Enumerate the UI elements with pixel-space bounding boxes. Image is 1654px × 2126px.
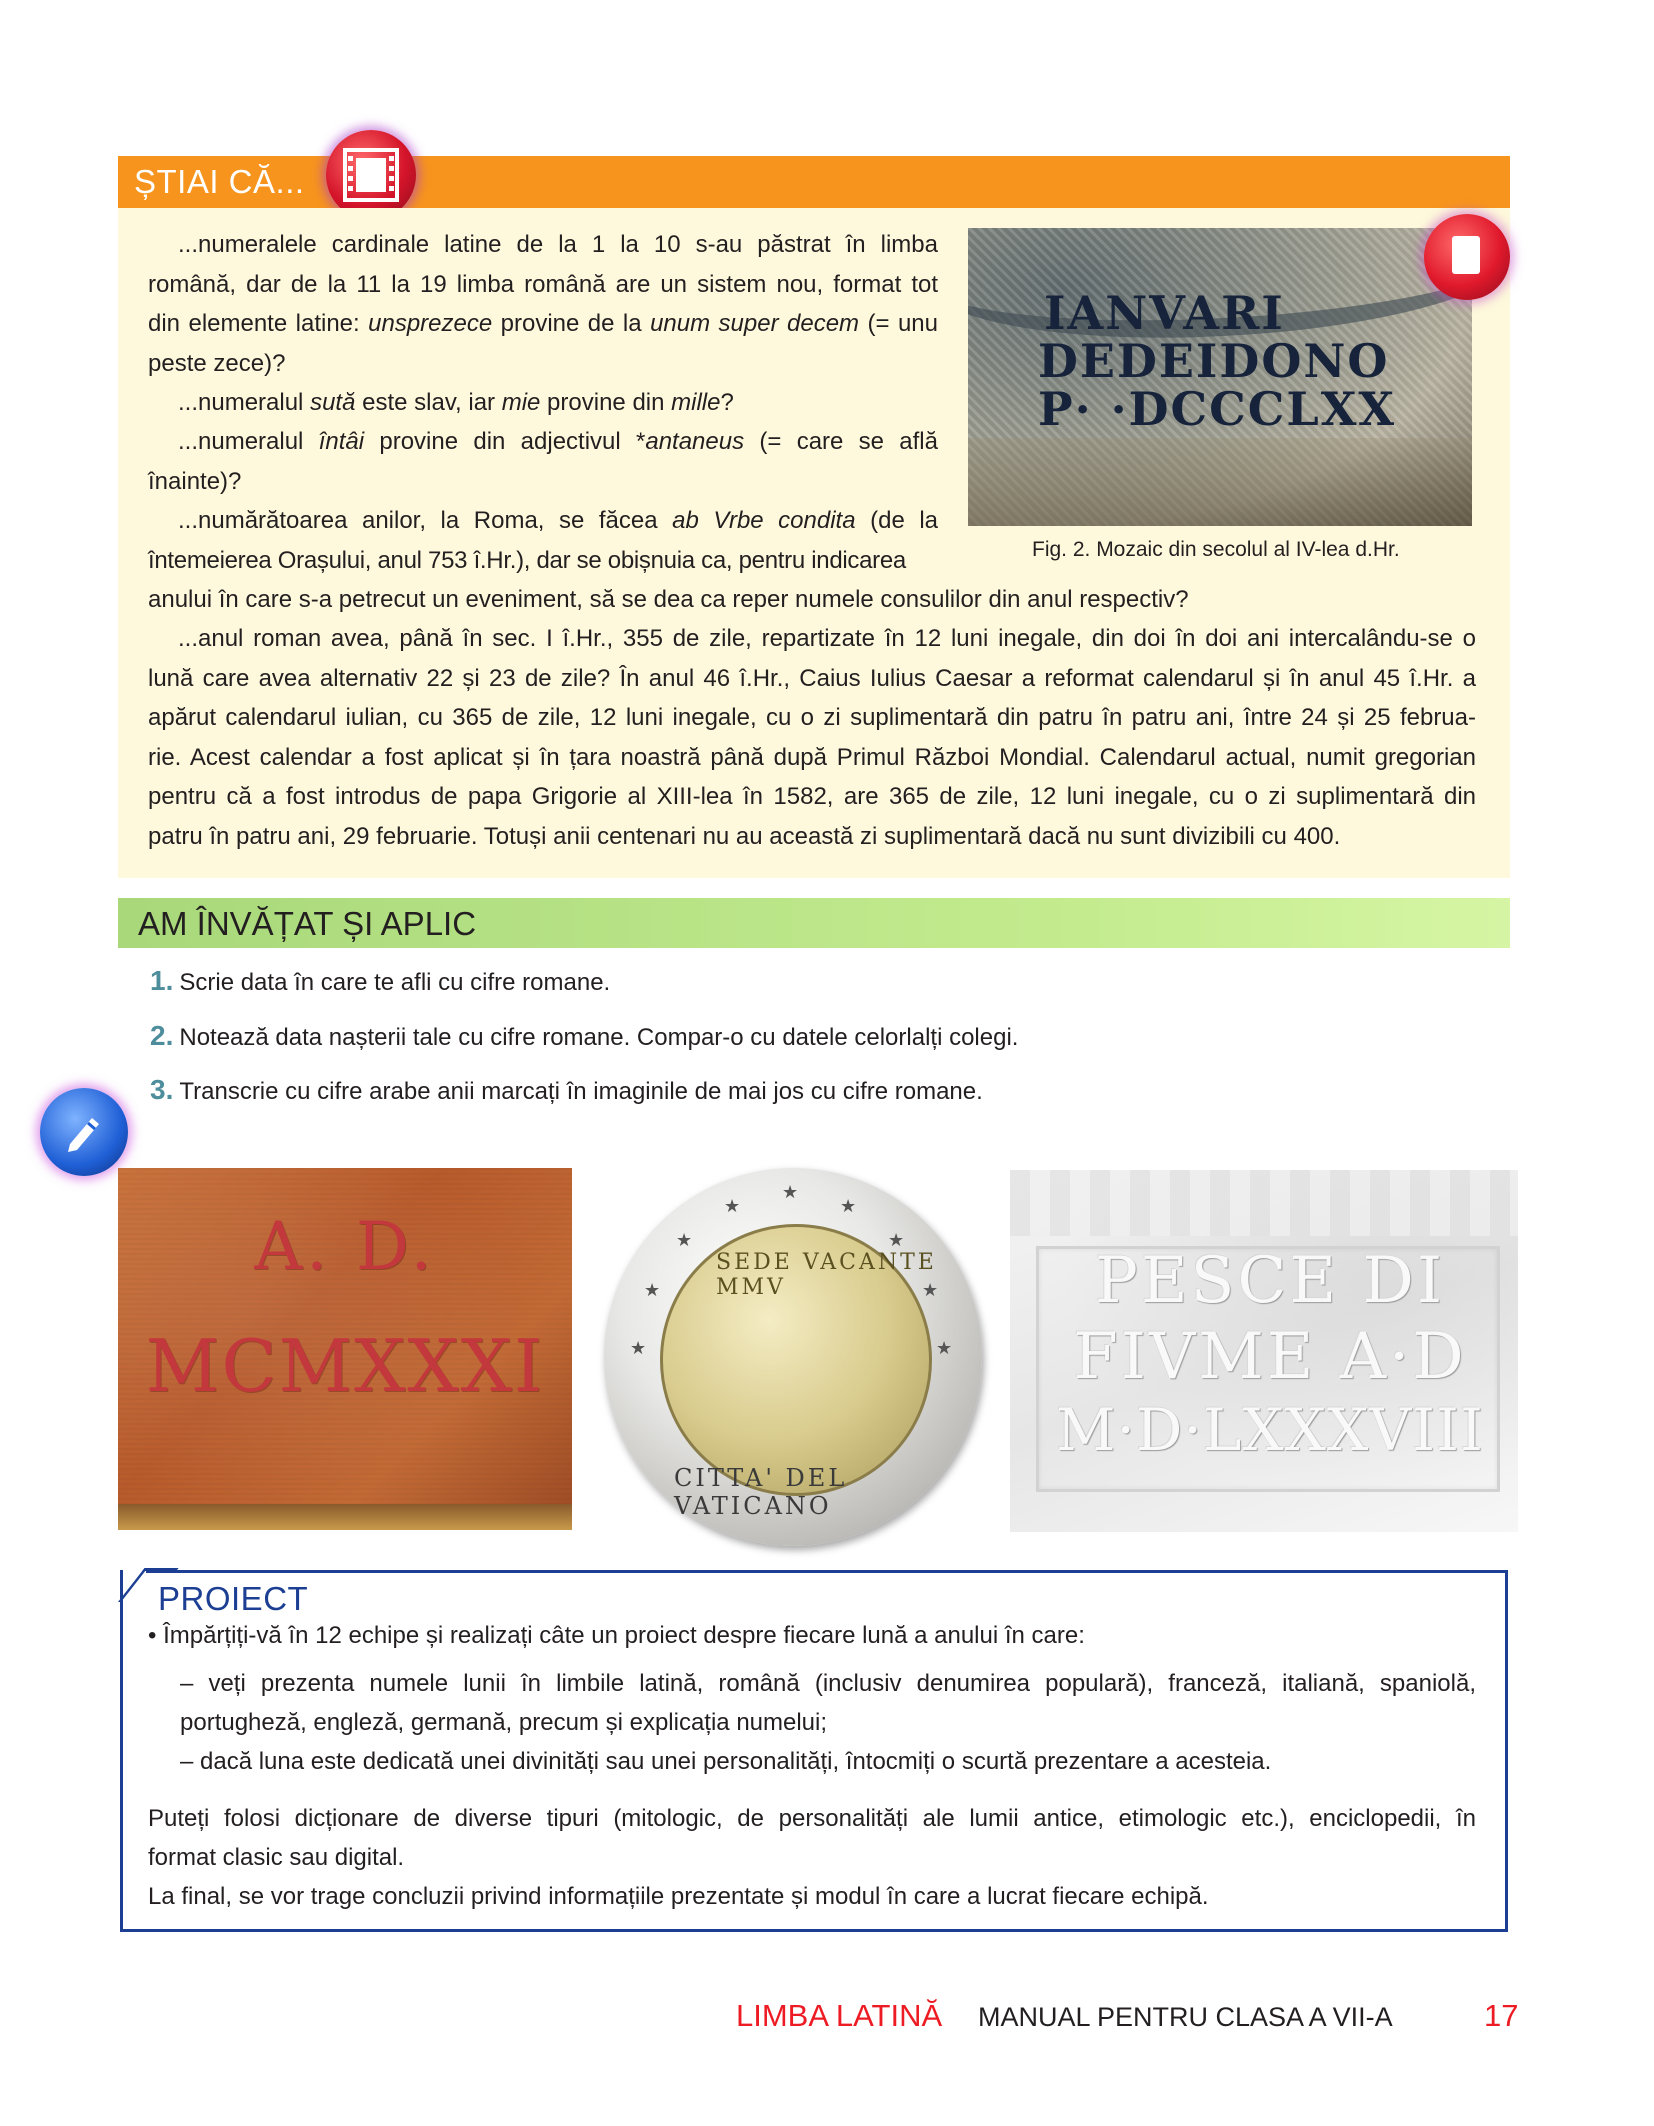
mosaic-line-2: DEDEIDONO — [1038, 334, 1390, 388]
paragraph-calendar: ...anul roman avea, până în sec. I î.Hr., 355 de zile, repartizate în 12 luni inegale, din doi în doi ani intercalându-se o lună care avea alternativ 22 și 23 de zile? În anul 46 î.Hr., Caius Iulius Caesar a reformat calendarul și în anul 45 î.Hr. a apărut calendarul iulian, cu 365 de zile, 12 luni inegale, cu o zi suplimentară din patru în patru ani, între 24 și 25 februa- rie. Acest calendar a fost aplicat și în țara noastră până după Primul Război Mondial. Calendarul actual, numit gregorian pentru că a fost introdus de papa Grigorie al XIII-lea în 1582, are 365 de zile, 12 luni inegale, cu o zi suplimentară din patru în patru ani, 29 februarie. Totuși anii centenari nu au această zi suplimentară dacă nu sunt divizibili cu 400. — [148, 625, 1476, 850]
brick-inscription-image — [118, 1168, 572, 1530]
paragraph-numaratoarea: ...numărătoarea anilor, la Roma, se făcea ab Vrbe condita (de la întemeierea Orașului, anul 753 î.Hr.), dar se obișnuia ca, pentru indicarea — [148, 507, 939, 574]
figure-caption: Fig. 2. Mozaic din secolul al IV-lea d.Hr. — [1032, 538, 1400, 561]
proiect-paragraph-1b: format clasic sau digital. — [148, 1844, 405, 1871]
paragraph-consulii: anului în care s-a petrecut un eveniment, să se dea ca reper numele consulilor din anul respectiv? — [148, 586, 1189, 613]
proiect-dash-1a: – veți prezenta numele lunii în limbile latină, română (inclusiv denumirea populară), franceză, italiană, spaniolă, — [180, 1670, 1476, 1697]
paragraph-suta: ...numeralul sută este slav, iar mie provine din mille? — [178, 389, 734, 416]
media-icon[interactable] — [1424, 214, 1510, 300]
proiect-dash-2: – dacă luna este dedicată unei divinități sau unei personalități, întocmiți o scurtă prezentare a acesteia. — [180, 1748, 1272, 1775]
film-icon[interactable] — [326, 130, 416, 220]
coin-inner-text: SEDE VACANTE MMV — [716, 1250, 937, 1300]
marble-line-1: PESCE DI — [1094, 1244, 1446, 1318]
section-title-aplic: AM ÎNVĂȚAT ȘI APLIC — [138, 905, 477, 942]
proiect-paragraph-1a: Puteți folosi dicționare de diverse tipuri (mitologic, de personalități ale lumii antice, etimologic etc.), enciclopedii, în — [148, 1805, 1476, 1832]
footer-subject: LIMBA LATINĂ — [736, 1998, 943, 2033]
paragraph-numerale: ...numeralele cardinale latine de la 1 la 10 s-au păstrat în limba română, dar de la 11 la 19 limba română are un sistem nou, format tot din elemente latine: unsprezece provine de la unum super decem (= unu peste zece)? — [148, 231, 938, 377]
brick-line-1: A. D. — [254, 1208, 436, 1285]
brick-line-2: MCMXXXI — [145, 1324, 545, 1408]
coin-outer-text: CITTA' DEL VATICANO — [674, 1464, 848, 1520]
exercise-3: 3. Transcrie cu cifre arabe anii marcați în imaginile de mai jos cu cifre romane. — [150, 1074, 983, 1105]
pencil-icon[interactable] — [40, 1088, 128, 1176]
proiect-top-border — [146, 1570, 1508, 1573]
footer-manual: MANUAL PENTRU CLASA A VII-A — [978, 2002, 1393, 2032]
proiect-dash-1b: portugheză, engleză, germană, precum și explicația numelui; — [180, 1709, 828, 1736]
mosaic-line-3: P· ·DCCCLXX — [1038, 382, 1397, 436]
mosaic-line-1: IANVARI — [1044, 286, 1285, 340]
section-title-stiai: ȘTIAI CĂ... — [134, 163, 305, 200]
proiect-paragraph-2: La final, se vor trage concluzii privind informațiile prezentate și modul în care a lucrat fiecare echipă. — [148, 1883, 1209, 1910]
exercise-1: 1. Scrie data în care te afli cu cifre romane. — [150, 965, 611, 996]
paragraph-intai: ...numeralul întâi provine din adjectivul *antaneus (= care se află înainte)? — [148, 428, 938, 495]
mosaic-image — [968, 228, 1472, 526]
proiect-bullet: • Împărțiți-vă în 12 echipe și realizați câte un proiect despre fiecare lună a anului în care: — [148, 1622, 1085, 1649]
exercise-2: 2. Notează data nașterii tale cu cifre romane. Compar-o cu datele celorlalți colegi. — [150, 1020, 1019, 1051]
coin-image: ★ ★ ★ ★ ★ ★ ★ ★ ★ SEDE VACANTE MMV CITTA' DEL VATICANO — [604, 1168, 982, 1546]
proiect-title: PROIECT — [158, 1580, 309, 1617]
page-number: 17 — [1484, 1998, 1519, 2033]
marble-line-2: FIVME A·D — [1073, 1320, 1467, 1394]
marble-line-3: M·D·LXXXVIII — [1056, 1396, 1484, 1464]
marble-plaque-image — [1010, 1170, 1518, 1532]
